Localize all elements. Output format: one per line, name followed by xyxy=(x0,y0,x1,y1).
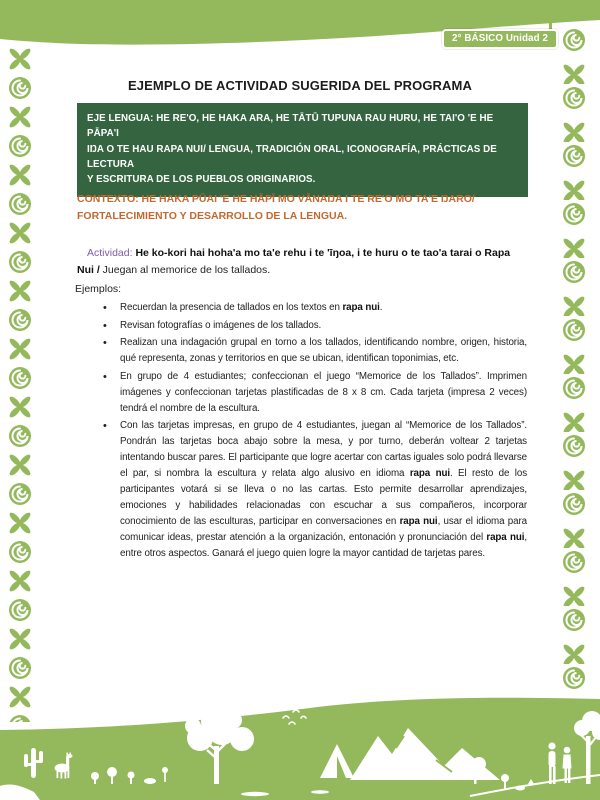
list-item: • Recuerdan la presencia de tallados en los textos en rapa nui. xyxy=(98,300,527,316)
unit-badge: 2° BÁSICO Unidad 2 xyxy=(442,29,558,49)
activity-label: Actividad: xyxy=(87,247,133,259)
bullet-list xyxy=(98,300,527,564)
list-item: • Con las tarjetas impresas, en grupo de 4 estudiantes, juegan al “Memorice de los Tallados”. Pondrán las tarjetas boca abajo sobre la mesa, y por turno, deberán voltear 2 tarjetas intentando buscar pares. El participante que logre acertar con cartas iguales solo podrá llevarse el par, si nombra la escultura y relata algo alusivo en idioma rapa nui. El resto de los participantes votará si se lleva o no las cartas. Esto permite desarrollar aprendizajes, emociones y habilidades relacionadas con escuchar a sus compañeros, incorporar conocimiento de las esculturas, participar en conversaciones en rapa nui, usar el idioma para comunicar ideas, prestar atención a la organización, entonación y pronunciación del rapa nui, entre otros aspectos. Ganará el juego quien logre la mayor cantidad de tarjetas pares. xyxy=(98,418,527,562)
contexto-heading xyxy=(77,191,539,224)
text-line: EJE LENGUA: HE RE'O, HE HAKA ARA, HE TĀTŪ TUPUNA RAU HURU, HE TAI'O 'E HE PĀPA'I xyxy=(87,113,494,140)
text-line: IŊA O TE HAU RAPA NUI/ LENGUA, TRADICIÓN ORAL, ICONOGRAFÍA, PRÁCTICAS DE LECTURA xyxy=(87,143,497,170)
koru-border-right-icon xyxy=(561,26,587,698)
eje-statement-box xyxy=(77,103,528,197)
text-line: Y ESCRITURA DE LOS PUEBLOS ORIGINARIOS. xyxy=(87,174,316,186)
page-title: EJEMPLO DE ACTIVIDAD SUGERIDA DEL PROGRAMA xyxy=(128,78,472,93)
activity-rapanui-text: He ko-kori hai hoha'a mo ta'e rehu i te 'īŋoa, i te huru o te tao'a tarai o Rapa Nui / xyxy=(77,247,511,276)
actividad-section xyxy=(77,245,529,298)
examples-label: Ejemplos: xyxy=(75,283,122,295)
eje-box-text xyxy=(87,111,518,187)
list-item: • En grupo de 4 estudiantes; confeccionan el juego “Memorice de los Tallados”. Imprimen imágenes y confeccionan tarjetas plastificadas de 8 x 8 cm. Cada tarjeta (impresa 2 veces) tendrá el nombre de la escultura. xyxy=(98,369,527,417)
activity-spanish-text: Juegan al memorice de los tallados. xyxy=(102,263,271,276)
text-line: CONTEXTO: HE HAKA PŪAI 'E HE HĀPĪ MO VĀNAŊA I TE RE'O MO TA'E ŊARO/ xyxy=(77,193,475,205)
contexto-text xyxy=(77,191,539,224)
text-line: FORTALECIMIENTO Y DESARROLLO DE LA LENGUA. xyxy=(77,209,348,222)
list-item: • Realizan una indagación grupal en torno a los tallados, identificando nombre, origen, historia, qué representa, zonas y territorios en que se ubican, identifican toponimias, etc. xyxy=(98,335,527,367)
list-item: • Revisan fotografías o imágenes de los tallados. xyxy=(98,318,527,334)
footer-landscape-icon xyxy=(0,688,600,800)
actividad-paragraph xyxy=(77,245,529,278)
koru-border-left-icon xyxy=(7,46,33,722)
